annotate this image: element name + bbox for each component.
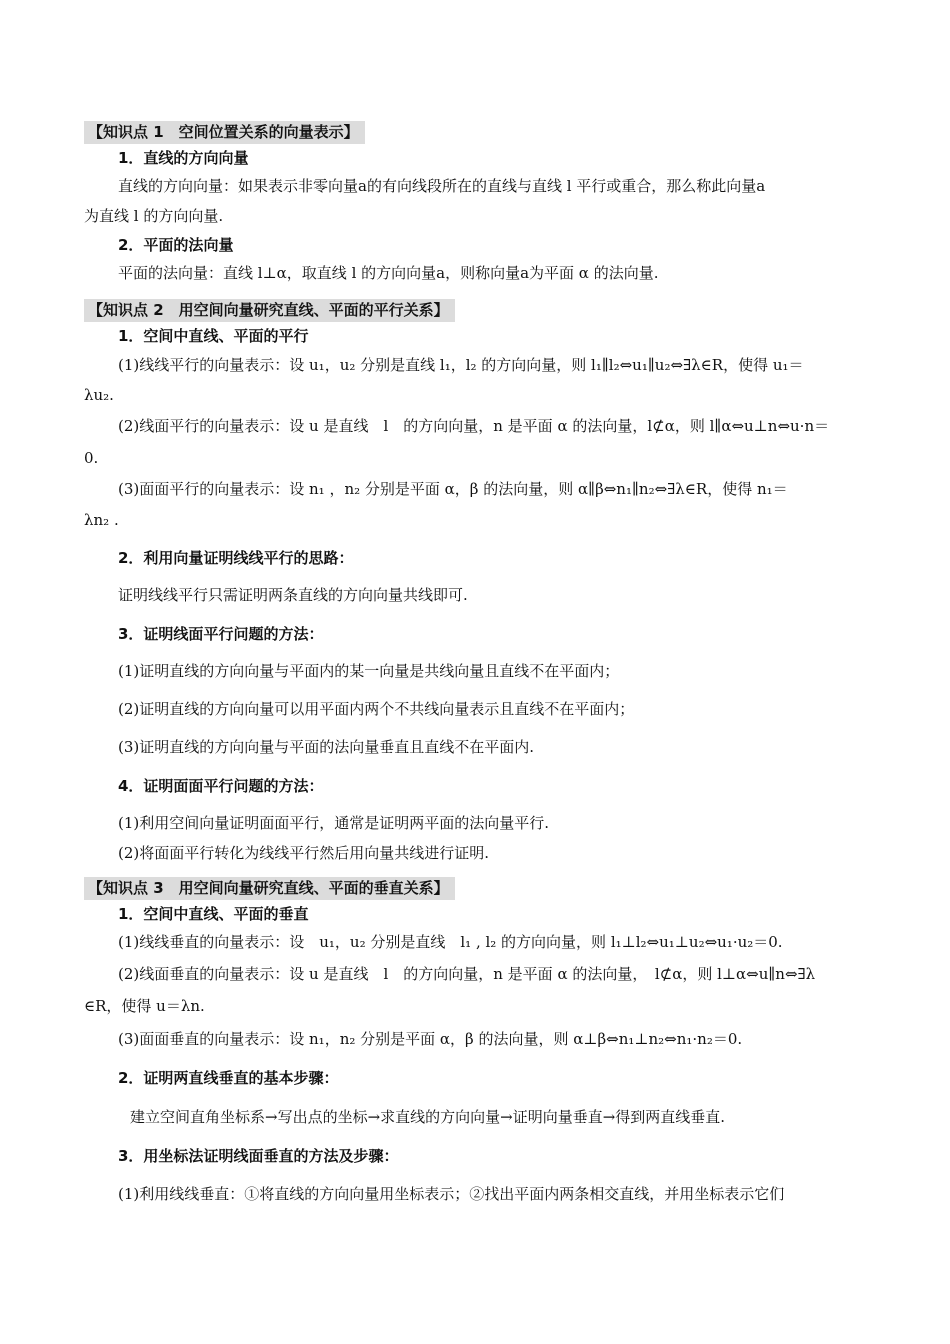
s2-line-11: (1)证明直线的方向向量与平面内的某一向量是共线向量且直线不在平面内； bbox=[118, 662, 620, 680]
section-3-title: 【知识点 3 用空间向量研究直线、平面的垂直关系】 bbox=[84, 877, 455, 900]
s2-line-7: λn₂ . bbox=[84, 511, 119, 529]
s2-line-3: λu₂. bbox=[84, 386, 114, 404]
s3-line-9: (1)利用线线垂直：①将直线的方向向量用坐标表示；②找出平面内两条相交直线，并用坐标表示它们 bbox=[118, 1185, 785, 1203]
s2-line-15: (1)利用空间向量证明面面平行，通常是证明两平面的法向量平行. bbox=[118, 814, 550, 832]
s1-line-1: 1．直线的方向向量 bbox=[118, 149, 249, 167]
s2-line-14: 4．证明面面平行问题的方法： bbox=[118, 777, 324, 795]
section-2-title: 【知识点 2 用空间向量研究直线、平面的平行关系】 bbox=[84, 299, 455, 322]
s3-line-1: 1．空间中直线、平面的垂直 bbox=[118, 905, 309, 923]
s3-line-8: 3．用坐标法证明线面垂直的方法及步骤： bbox=[118, 1147, 399, 1165]
s1-line-3: 为直线 l 的方向向量. bbox=[84, 207, 224, 225]
s2-line-9: 证明线线平行只需证明两条直线的方向向量共线即可. bbox=[118, 586, 468, 604]
s3-line-2: (1)线线垂直的向量表示：设 u₁，u₂ 分别是直线 l₁ , l₂ 的方向向量，则 l₁⊥l₂⇔u₁⊥u₂⇔u₁·u₂＝0. bbox=[118, 933, 783, 951]
s2-line-2: (1)线线平行的向量表示：设 u₁，u₂ 分别是直线 l₁，l₂ 的方向向量，则 l₁∥l₂⇔u₁∥u₂⇔∃λ∈R，使得 u₁＝ bbox=[118, 356, 804, 374]
s2-line-4: (2)线面平行的向量表示：设 u 是直线 l 的方向向量，n 是平面 α 的法向量，l⊄α，则 l∥α⇔u⊥n⇔u·n＝ bbox=[118, 417, 830, 435]
s1-line-4: 2．平面的法向量 bbox=[118, 236, 234, 254]
s3-line-5: (3)面面垂直的向量表示：设 n₁，n₂ 分别是平面 α，β 的法向量，则 α⊥β⇔n₁⊥n₂⇔n₁·n₂＝0. bbox=[118, 1030, 743, 1048]
s3-line-6: 2．证明两直线垂直的基本步骤： bbox=[118, 1069, 339, 1087]
s2-line-10: 3．证明线面平行问题的方法： bbox=[118, 625, 324, 643]
s2-line-6: (3)面面平行的向量表示：设 n₁ ，n₂ 分别是平面 α，β 的法向量，则 α∥β⇔n₁∥n₂⇔∃λ∈R，使得 n₁＝ bbox=[118, 480, 788, 498]
s1-line-5: 平面的法向量：直线 l⊥α，取直线 l 的方向向量a，则称向量a为平面 α 的法向量. bbox=[118, 264, 659, 282]
s2-line-12: (2)证明直线的方向向量可以用平面内两个不共线向量表示且直线不在平面内； bbox=[118, 700, 635, 718]
s2-line-5: 0. bbox=[84, 449, 99, 467]
s2-line-16: (2)将面面平行转化为线线平行然后用向量共线进行证明. bbox=[118, 844, 490, 862]
s1-line-2: 直线的方向向量：如果表示非零向量a的有向线段所在的直线与直线 l 平行或重合，那么称此向量a bbox=[118, 177, 766, 195]
s2-line-8: 2．利用向量证明线线平行的思路： bbox=[118, 549, 354, 567]
s3-line-3: (2)线面垂直的向量表示：设 u 是直线 l 的方向向量，n 是平面 α 的法向量， l⊄α，则 l⊥α⇔u∥n⇔∃λ bbox=[118, 965, 816, 983]
section-1-title: 【知识点 1 空间位置关系的向量表示】 bbox=[84, 121, 365, 144]
s2-line-1: 1．空间中直线、平面的平行 bbox=[118, 327, 309, 345]
s3-line-4: ∈R，使得 u＝λn. bbox=[84, 997, 205, 1015]
s3-line-7: 建立空间直角坐标系→写出点的坐标→求直线的方向向量→证明向量垂直→得到两直线垂直. bbox=[130, 1108, 726, 1126]
s2-line-13: (3)证明直线的方向向量与平面的法向量垂直且直线不在平面内. bbox=[118, 738, 535, 756]
